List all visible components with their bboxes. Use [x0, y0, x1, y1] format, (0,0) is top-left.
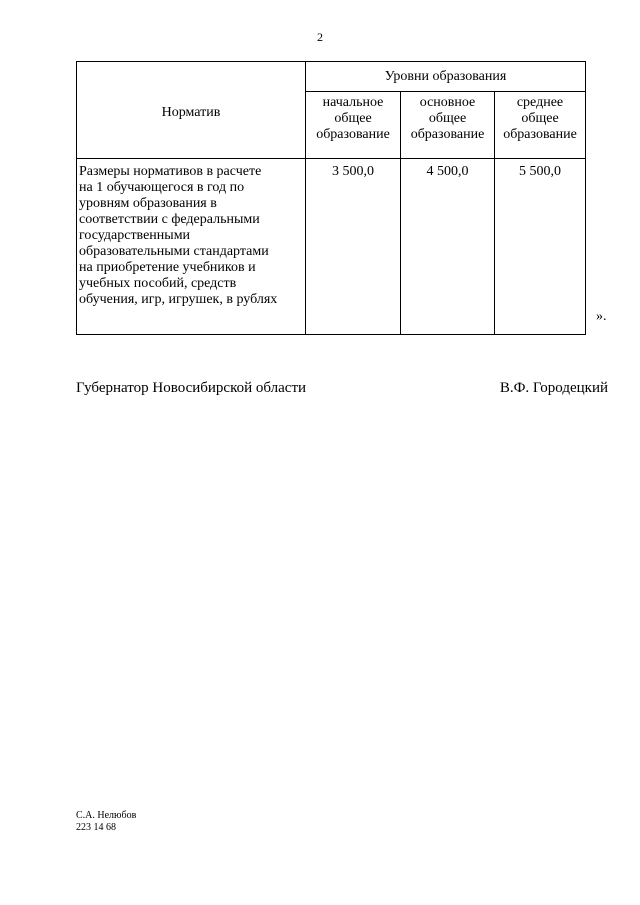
level-basic	[401, 92, 495, 159]
page-number: 2	[317, 30, 323, 44]
description-line: учебных пособий, средств	[79, 276, 237, 291]
level-secondary	[495, 92, 586, 159]
header-levels-label: Уровни образования	[384, 68, 507, 84]
executor-phone: 223 14 68	[76, 822, 116, 833]
executor-block	[76, 810, 136, 834]
level-basic-line2: общее	[428, 111, 467, 126]
description-line: на приобретение учебников и	[79, 260, 256, 275]
header-normativ-label: Норматив	[161, 105, 221, 120]
closing-quote: ».	[596, 309, 607, 324]
signature-title: Губернатор Новосибирской области	[76, 380, 307, 396]
value-secondary: 5 500,0	[495, 159, 586, 335]
description-line: государственными	[79, 228, 191, 243]
description-line: образовательными стандартами	[79, 244, 269, 259]
header-levels	[306, 62, 586, 92]
level-primary-line1: начальное	[322, 95, 384, 110]
level-secondary-line2: общее	[521, 111, 559, 126]
value-primary: 3 500,0	[306, 159, 401, 335]
level-basic-line1: основное	[419, 95, 476, 110]
header-normativ	[77, 62, 306, 159]
description-line: на 1 обучающегося в год по	[79, 180, 245, 195]
executor-name: С.А. Нелюбов	[76, 810, 137, 821]
description-line: Размеры нормативов в расчете	[79, 164, 262, 179]
level-basic-line3: образование	[410, 127, 485, 142]
value-basic: 4 500,0	[401, 159, 495, 335]
description-line: обучения, игр, игрушек, в рублях	[79, 292, 278, 307]
signature-name: В.Ф. Городецкий	[499, 380, 608, 396]
level-secondary-line1: среднее	[516, 95, 564, 110]
level-secondary-line3: образование	[503, 127, 577, 142]
description-line: уровням образования в	[79, 196, 217, 211]
level-primary-line3: образование	[316, 127, 390, 142]
description-line: соответствии с федеральными	[79, 212, 260, 227]
row-description	[77, 159, 306, 335]
level-primary	[306, 92, 401, 159]
normative-table	[76, 61, 586, 335]
level-primary-line2: общее	[334, 111, 372, 126]
